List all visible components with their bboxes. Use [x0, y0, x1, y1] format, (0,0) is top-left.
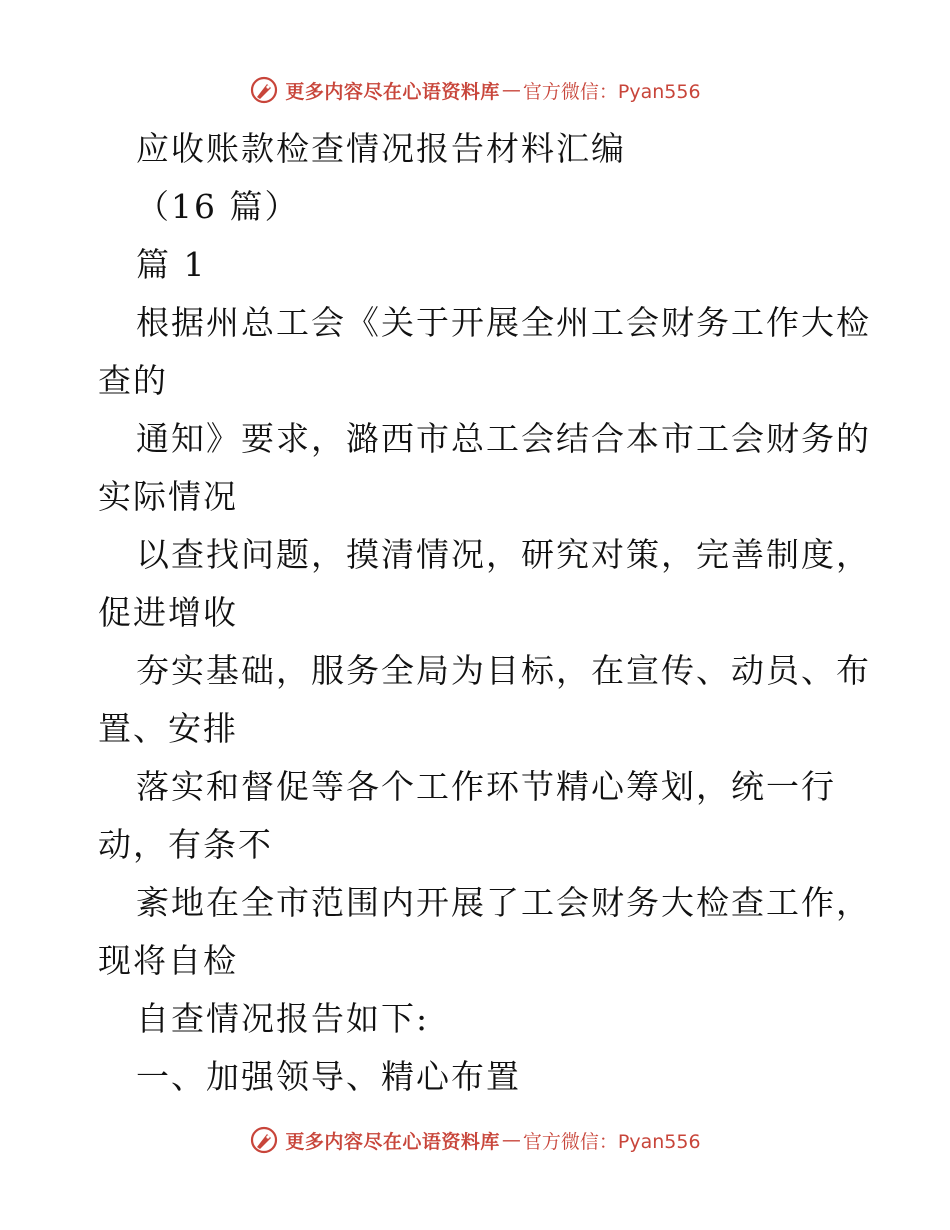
paragraph-line: 通知》要求，潞西市总工会结合本市工会财务的	[136, 419, 871, 458]
document-body	[98, 120, 871, 1106]
paragraph-line: 置、安排	[98, 709, 238, 748]
paragraph-line: 紊地在全市范围内开展了工会财务大检查工作，	[136, 883, 871, 922]
document-title: 应收账款检查情况报告材料汇编	[136, 129, 626, 168]
paragraph-line: 自查情况报告如下:	[136, 999, 430, 1038]
paragraph-line: 根据州总工会《关于开展全州工会财务工作大检	[136, 303, 871, 342]
paragraph-line: 现将自检	[98, 941, 238, 980]
banner-separator: —	[501, 79, 521, 101]
paragraph-line: 查的	[98, 361, 168, 400]
paragraph-line: 夯实基础，服务全局为目标，在宣传、动员、布	[136, 651, 871, 690]
pen-nib-logo-icon	[249, 75, 279, 105]
banner-slogan: 更多内容尽在心语资料库	[285, 1130, 500, 1153]
paragraph-line: 促进增收	[98, 593, 238, 632]
banner-slogan: 更多内容尽在心语资料库	[285, 80, 500, 103]
section-heading-1: 一、加强领导、精心布置	[136, 1057, 521, 1096]
section-heading: 篇 1	[136, 245, 207, 284]
paragraph-line: 落实和督促等各个工作环节精心筹划，统一行	[136, 767, 836, 806]
paragraph-line: 以查找问题，摸清情况，研究对策，完善制度，	[136, 535, 871, 574]
banner-contact: 官方微信：Pyan556	[522, 80, 701, 103]
document-subtitle: （16 篇）	[136, 187, 300, 226]
paragraph-line: 实际情况	[98, 477, 238, 516]
banner-separator: —	[501, 1129, 521, 1151]
footer-watermark	[0, 1120, 950, 1160]
paragraph-line: 动，有条不	[98, 825, 273, 864]
banner-contact: 官方微信：Pyan556	[522, 1130, 701, 1153]
pen-nib-logo-icon	[249, 1125, 279, 1155]
header-watermark	[0, 70, 950, 110]
